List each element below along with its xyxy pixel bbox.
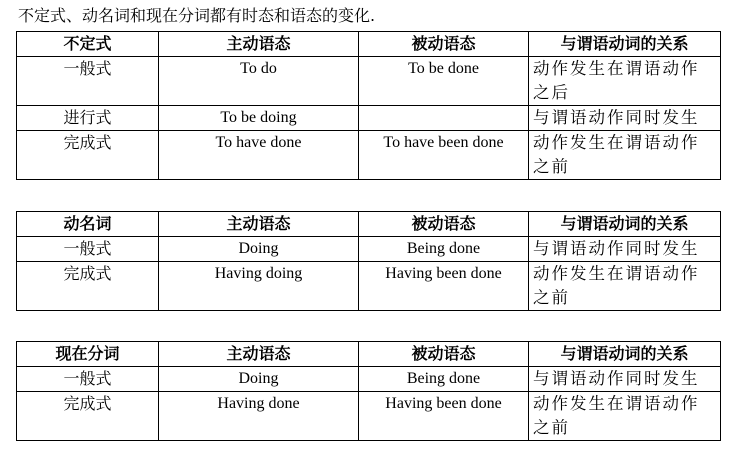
cell-active: Having done <box>159 392 359 441</box>
cell-passive: To be done <box>359 57 529 106</box>
cell-passive: Having been done <box>359 392 529 441</box>
intro-text: 不定式、动名词和现在分词都有时态和语态的变化. <box>18 6 376 25</box>
table-header-row <box>17 342 721 367</box>
table-row <box>17 237 721 262</box>
cell-passive: Having been done <box>359 262 529 311</box>
table-row <box>17 106 721 131</box>
cell-form: 进行式 <box>17 106 159 131</box>
cell-active: To be doing <box>159 106 359 131</box>
header-passive: 被动语态 <box>359 212 529 237</box>
cell-form: 完成式 <box>17 262 159 311</box>
cell-form: 一般式 <box>17 237 159 262</box>
cell-active: Doing <box>159 367 359 392</box>
header-passive: 被动语态 <box>359 342 529 367</box>
header-relation: 与谓语动词的关系 <box>529 32 721 57</box>
table-row <box>17 262 721 311</box>
cell-form: 完成式 <box>17 131 159 180</box>
table-header-row <box>17 32 721 57</box>
participle-table <box>16 341 721 441</box>
header-relation: 与谓语动词的关系 <box>529 212 721 237</box>
header-form: 不定式 <box>17 32 159 57</box>
header-active: 主动语态 <box>159 32 359 57</box>
cell-passive: Being done <box>359 367 529 392</box>
cell-active: Doing <box>159 237 359 262</box>
table-header-row <box>17 212 721 237</box>
cell-form: 完成式 <box>17 392 159 441</box>
cell-active: To do <box>159 57 359 106</box>
table-row <box>17 392 721 441</box>
cell-relation: 动作发生在谓语动作之前 <box>529 392 721 441</box>
cell-active: To have done <box>159 131 359 180</box>
cell-form: 一般式 <box>17 367 159 392</box>
header-active: 主动语态 <box>159 212 359 237</box>
cell-form: 一般式 <box>17 57 159 106</box>
table-row <box>17 367 721 392</box>
infinitive-table <box>16 31 721 180</box>
cell-passive: To have been done <box>359 131 529 180</box>
table-row <box>17 131 721 180</box>
cell-relation: 与谓语动作同时发生 <box>529 367 721 392</box>
cell-relation: 动作发生在谓语动作之前 <box>529 262 721 311</box>
cell-relation: 动作发生在谓语动作之前 <box>529 131 721 180</box>
gerund-table <box>16 211 721 311</box>
header-form: 现在分词 <box>17 342 159 367</box>
cell-relation: 动作发生在谓语动作之后 <box>529 57 721 106</box>
cell-relation: 与谓语动作同时发生 <box>529 106 721 131</box>
cell-active: Having doing <box>159 262 359 311</box>
header-active: 主动语态 <box>159 342 359 367</box>
cell-passive <box>359 106 529 131</box>
header-relation: 与谓语动词的关系 <box>529 342 721 367</box>
cell-passive: Being done <box>359 237 529 262</box>
cell-relation: 与谓语动作同时发生 <box>529 237 721 262</box>
header-passive: 被动语态 <box>359 32 529 57</box>
table-row <box>17 57 721 106</box>
header-form: 动名词 <box>17 212 159 237</box>
